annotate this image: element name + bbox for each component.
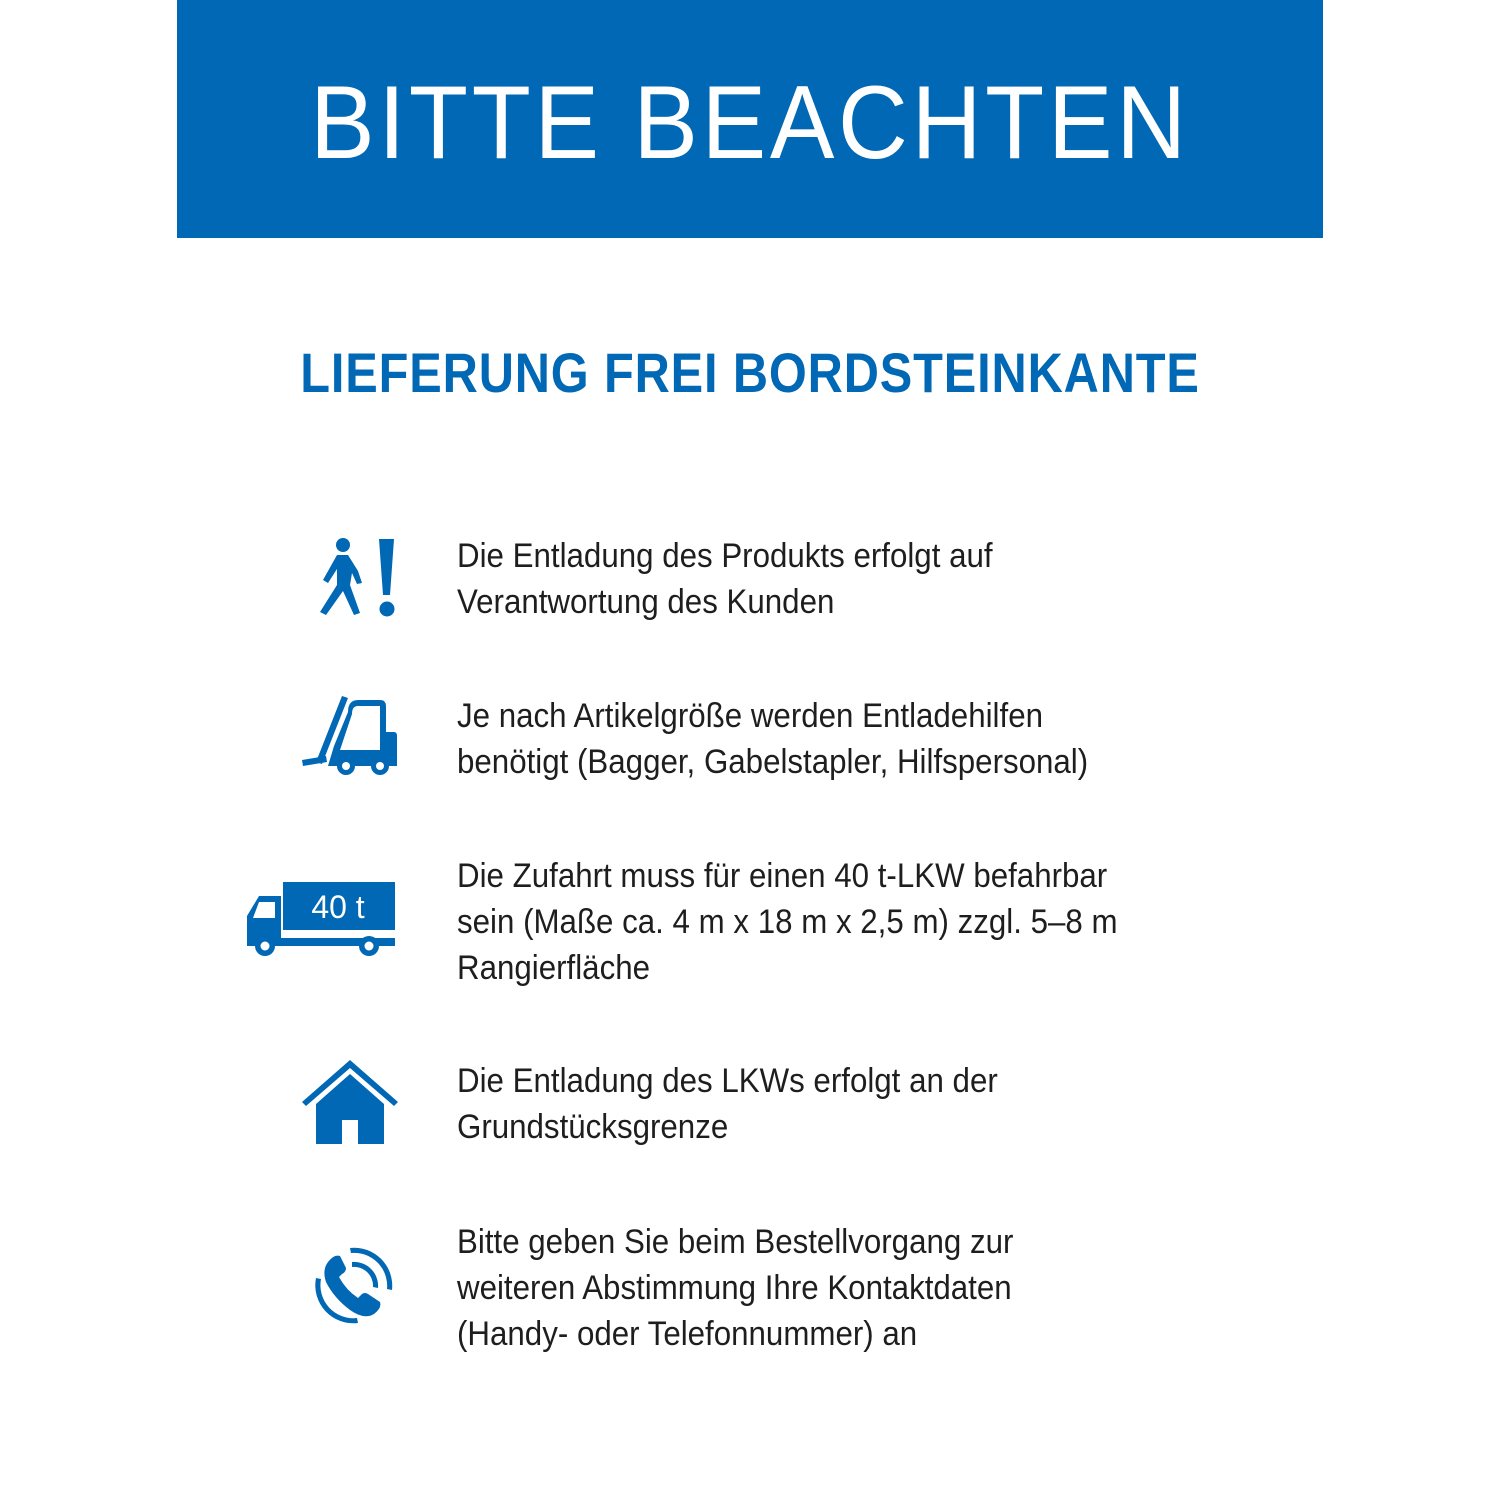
forklift-icon: [300, 694, 400, 778]
notice-text: Je nach Artikelgröße werden Entladehilfen benötigt (Bagger, Gabelstapler, Hilfspersonal): [457, 697, 1089, 781]
phone-icon: [312, 1242, 398, 1328]
notice-text: Die Entladung des LKWs erfolgt an der Grundstücksgrenze: [457, 1062, 998, 1146]
truck-icon: [245, 880, 397, 960]
truck-weight-label: 40 t: [311, 889, 365, 925]
banner-title: BITTE BEACHTEN: [310, 64, 1190, 181]
header-banner: [177, 0, 1323, 238]
house-icon: [302, 1060, 398, 1146]
subtitle: LIEFERUNG FREI BORDSTEINKANTE: [300, 341, 1200, 404]
notice-text: Bitte geben Sie beim Bestellvorgang zur weiteren Abstimmung Ihre Kontaktdaten (Handy- oder Telefonnummer) an: [457, 1223, 1014, 1353]
notice-text: Die Entladung des Produkts erfolgt auf Verantwortung des Kunden: [457, 537, 993, 621]
pedestrian-warning-icon: [310, 535, 400, 625]
notice-text: Die Zufahrt muss für einen 40 t-LKW befahrbar sein (Maße ca. 4 m x 18 m x 2,5 m) zzgl. 5–8 m Rangierfläche: [457, 857, 1118, 987]
